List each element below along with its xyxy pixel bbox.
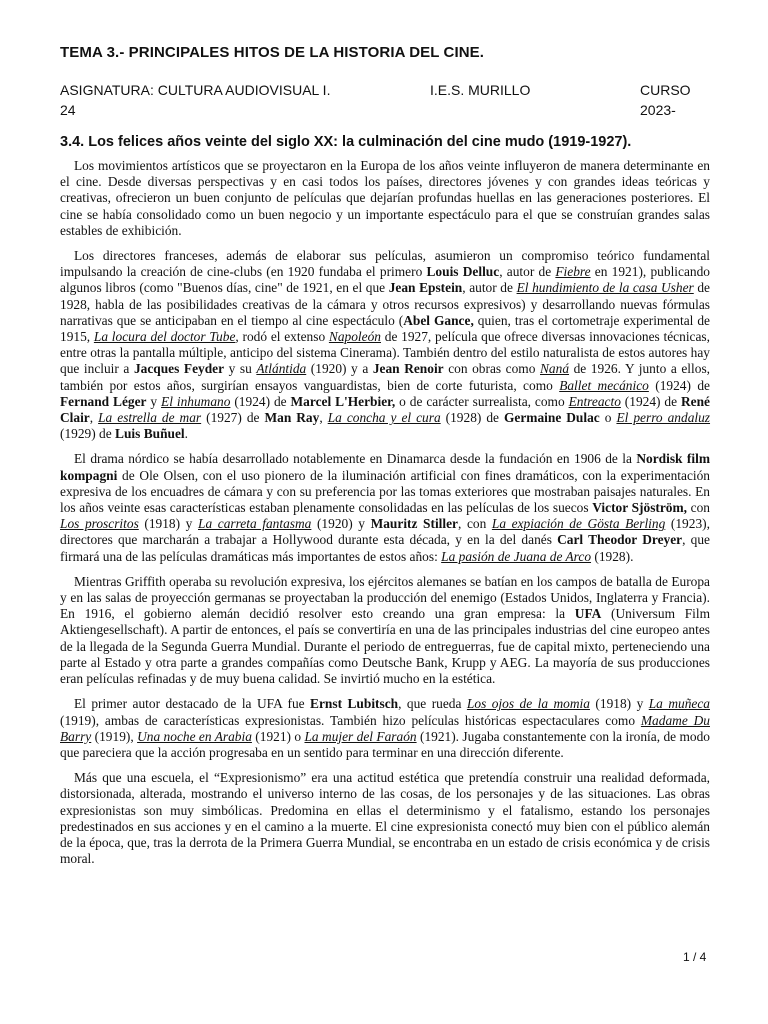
paragraph-text: Más que una escuela, el “Expresionismo” era una actitud estética que pretendía construir una realidad deformada, distorsionada, alterada, mostrando el universo interno de las cosas, de los personajes y de las situaciones. Las obras expresionistas son muy simbólicas. Predomina en ellas el determinismo y el fatalismo, estando los personajes predestinados en sus acciones y en el camino a la muerte. El cine expresionista conectó muy bien con el público alemán de la época, que, tras la derrota de la Primera Guerra Mundial, se encontraba en un estado de crisis económica y de crisis moral. (60, 770, 710, 867)
film-title: La estrella de mar (98, 410, 202, 426)
text: (1920) y (311, 516, 371, 532)
film-title: La pasión de Juana de Arco (441, 548, 592, 564)
text: de 1928, habla de las posibilidades creativas de la cámara y otros recursos expresivos) y desarrollando nuevas fórmulas narrativas que se anticipaban en el tiempo al cine espectáculo ( (60, 280, 710, 328)
text: (1923), directores que marcharán a trabajar a Hollywood durante esta década, y en la del danés (60, 516, 710, 548)
film-title: El perro andaluz (616, 410, 711, 426)
text: con obras como (443, 361, 540, 377)
course-label: CURSO 2023- (640, 82, 691, 118)
text: (1919), ambas de características expresionistas. También hizo películas históricas espectaculares como (60, 712, 641, 728)
text: (1920) y a (306, 361, 373, 377)
text: (1924) de (620, 393, 681, 409)
text: , autor de (462, 280, 517, 296)
film-title: La expiación de Gösta Berling (491, 516, 666, 532)
text: (1918) y (589, 696, 649, 712)
text: en 1921), publicando algunos libros (como "Buenos días, cine" de 1921, en el que (60, 264, 710, 296)
section-heading: 3.4. Los felices años veinte del siglo XX: la culminación del cine mudo (1919-1927). (60, 134, 632, 150)
paragraph-french-cinema (60, 248, 710, 442)
person-name: Fernand Léger (60, 393, 147, 409)
film-title: Los ojos de la momia (466, 696, 590, 712)
paragraph-intro (60, 158, 710, 239)
paragraph-expressionism (60, 770, 710, 867)
text: o de carácter surrealista, como (395, 393, 569, 409)
text: , con (458, 516, 492, 532)
paragraph-lubitsch (60, 696, 710, 761)
film-title: Entreacto (568, 393, 621, 409)
text: Mientras Griffith operaba su revolución expresiva, los ejércitos alemanes se batían en los campos de batalla de Europa y en las salas de proyección germanas se proyectaban la producción del enemigo (Estados Unidos, Inglaterra y Francia). En 1916, el gobierno alemán decidió resolver esto creando una gran empresa: la (60, 573, 710, 622)
film-title: El inhumano (161, 393, 231, 409)
person-name: Man Ray (264, 410, 320, 426)
company-name: Nordisk film kompagni (60, 451, 710, 483)
text: y (146, 393, 162, 409)
person-name: Germaine Dulac (504, 410, 600, 426)
paragraph-ufa (60, 574, 710, 687)
text: (1921). Jugaba constantemente con la ironía, de modo que pareciera que la acción progresaba en un sentido para terminar en una dirección diferente. (60, 728, 710, 760)
text: , autor de (499, 264, 556, 280)
text: Los directores franceses, además de elaborar sus películas, asumieron un compromiso teórico fundamental impulsando la creación de cine-clubs (en 1920 fundaba el primero (60, 248, 710, 280)
film-title: Madame Du Barry (60, 712, 710, 744)
text: (1928). (591, 548, 634, 564)
film-title: Ballet mecánico (559, 377, 649, 393)
text: o (599, 410, 617, 426)
text: . (184, 426, 189, 442)
page-number: 1 / 4 (683, 950, 707, 964)
person-name: Luis Buñuel (115, 426, 185, 442)
text: , que firmará una de las películas dramáticas más importantes de estos años: (60, 532, 710, 564)
film-title: Una noche en Arabia (137, 728, 252, 744)
film-title: La muñeca (648, 696, 710, 712)
film-title: La locura del doctor Tube (93, 329, 236, 345)
subject-label: ASIGNATURA: CULTURA AUDIOVISUAL I. (60, 82, 331, 98)
text: , (89, 410, 99, 426)
person-name: Ernst Lubitsch (310, 696, 399, 712)
film-title: Naná (540, 361, 570, 377)
film-title: Los proscritos (60, 516, 139, 532)
text: (Universum Film Aktiengesellschaft). A partir de entonces, el país se convertiría en una de las principales industrias del cine europeo antes de la llegada de la Segunda Guerra Mundial. Durante el periodo de entreguerras, fue de capital mixto, perteneciendo una parte al Estado y otra parte a grandes compañías como Deutsche Bank, Krupp y AEG. La mayoría de sus producciones eran películas refinadas y de muy buena calidad. Se invirtió mucho en la estética. (60, 606, 711, 687)
course-label-continued: 24 (60, 102, 76, 118)
text: (1928) de (440, 410, 504, 426)
person-name: Jacques Feyder (133, 361, 225, 377)
film-title: El hundimiento de la casa Usher (516, 280, 694, 296)
film-title: La concha y el cura (327, 410, 441, 426)
person-name: Louis Delluc (426, 264, 500, 280)
text: (1927) de (201, 410, 265, 426)
school-label: I.E.S. MURILLO (430, 82, 531, 98)
text: (1918) y (138, 516, 198, 532)
company-name: UFA (574, 606, 602, 622)
text: con (687, 500, 711, 516)
person-name: Jean Epstein (388, 280, 463, 296)
person-name: Mauritz Stiller (370, 516, 458, 532)
text: El primer autor destacado de la UFA fue (74, 696, 311, 712)
paragraph-nordic-drama (60, 451, 710, 564)
paragraph-text: Los movimientos artísticos que se proyectaron en la Europa de los años veinte influyeron de manera determinante en el cine. Desde diversas perspectivas y en casi todos los países, directores jóvenes y con grandes ideas teóricas y creativas, ofrecieron un buen conjunto de películas que dejarían profundas huellas en las generaciones posteriores. El cine se había consolidado como un buen negocio y un importante espectáculo para el que se construían grandes salas estables de exhibición. (60, 158, 710, 238)
text: de 1927, película que ofrece diversas innovaciones técnicas, entre otras la pantalla múltiple, anticipo del sistema Cinerama). También dentro del estilo naturalista de estos autores hay que incluir a (60, 329, 710, 377)
text: El drama nórdico se había desarrollado notablemente en Dinamarca desde la fundación en 1906 de la (74, 451, 637, 467)
text: (1924) de (648, 377, 710, 393)
film-title: La mujer del Faraón (304, 728, 417, 744)
person-name: Abel Gance, (403, 312, 474, 328)
text: , (319, 410, 328, 426)
person-name: Marcel L'Herbier, (290, 393, 396, 409)
person-name: Jean Renoir (372, 361, 444, 377)
film-title: Fiebre (555, 264, 591, 280)
text: (1919), (91, 728, 138, 744)
film-title: Napoleón (328, 329, 381, 345)
text: y su (224, 361, 257, 377)
film-title: Atlántida (256, 361, 307, 377)
text: , que rueda (398, 696, 467, 712)
film-title: La carreta fantasma (198, 516, 312, 532)
text: (1929) de (60, 426, 116, 442)
text: de 1926. Y junto a ellos, también por estos años, surgirían ensayos vanguardistas, bien de corte futurista, como (60, 361, 710, 393)
document-body (60, 158, 710, 876)
text: (1921) o (251, 728, 305, 744)
person-name: Victor Sjöström, (592, 500, 688, 516)
text: de Ole Olsen, con el uso pionero de la iluminación artificial con fines dramáticos, con la experimentación expresiva de los encuadres de cámara y con su preferencia por las tomas exteriores que mostraban paisajes naturales. En los años veinte esas características estaban plenamente consolidadas en las películas de los suecos (60, 467, 710, 516)
text: (1924) de (230, 393, 291, 409)
document-title: TEMA 3.- PRINCIPALES HITOS DE LA HISTORIA DEL CINE. (60, 44, 485, 61)
text: quien, tras el cortometraje experimental de 1915, (60, 312, 710, 345)
person-name: Carl Theodor Dreyer (557, 532, 683, 548)
text: , rodó el extenso (235, 329, 329, 345)
person-name: René Clair (60, 393, 711, 426)
